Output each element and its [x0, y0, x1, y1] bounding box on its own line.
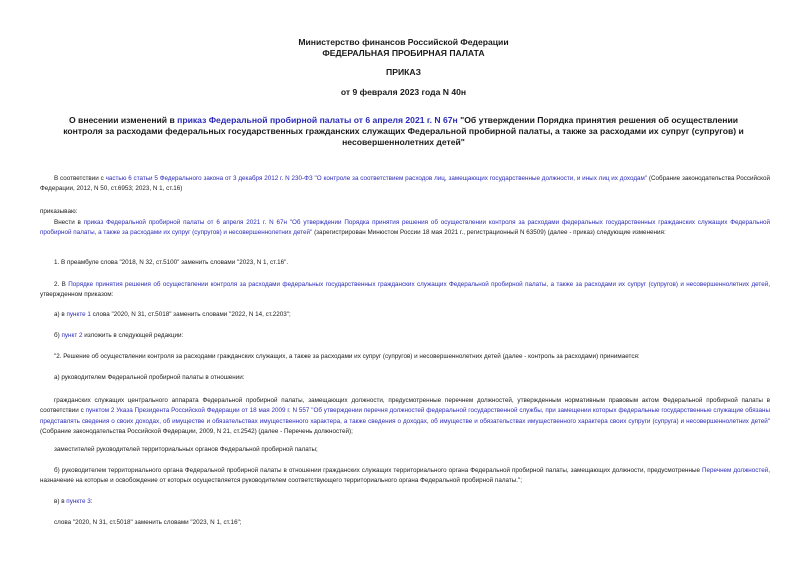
document-date-number: от 9 февраля 2023 года N 40н — [340, 87, 467, 97]
procedure-link[interactable]: Порядке принятия решения об осуществлении контроля за расходами федеральных государственных гражданских служащих Федеральной пробирной палаты, а также за расходами их супруг (супругов) и несовершеннолетних детей — [68, 281, 769, 288]
paragraph-text: 2. В — [54, 281, 69, 288]
paragraph-text: , назначение на которые и освобождение от которых осуществляется руководителем соответствующего территориального органа Федеральной пробирной палаты."; — [40, 467, 770, 485]
paragraph-text: (Собрание законодательства Российской Федерации, 2012, N 50, ст.6953; 2023, N 1, ст.16) — [40, 175, 771, 193]
paragraph-text: гражданских служащих центрального аппарата Федеральной пробирной палаты, замещающих должности, предусмотренные перечнем должностей, утвержденным нормативным правовым актом Федеральной пробирной палаты в соответствии с — [40, 397, 770, 415]
paragraph-text: (зарегистрирован Минюстом России 18 мая 2021 г., регистрационный N 63509) (далее - приказ) следующие изменения: — [312, 229, 666, 237]
paragraph-amend — [40, 218, 770, 239]
title-order-link[interactable]: приказ Федеральной пробирной палаты от 6 апреля 2021 г. N 67н — [177, 115, 458, 125]
point-3-link[interactable]: пункте 3 — [66, 498, 91, 505]
paragraph-quote-a: а) руководителем Федеральной пробирной палаты в отношении: — [54, 374, 245, 381]
paragraph-order: приказываю: — [40, 208, 78, 215]
paragraph-text: изложить в следующей редакции: — [82, 332, 184, 339]
point-1-link[interactable]: пункте 1 — [66, 311, 91, 318]
order-67n-link[interactable]: приказ Федеральной пробирной палаты от 6 апреля 2021 г. N 67н "Об утверждении Порядка принятия решения об осуществлении контроля за расходами федеральных государственных гражданских служащих Федеральной пробирной палаты, а также за расходами их супруг (супругов) и несовершеннолетних детей" — [40, 219, 771, 237]
paragraph-item-c — [40, 497, 770, 507]
decree-557-link[interactable]: пунктом 2 Указа Президента Российской Федерации от 18 мая 2009 г. N 557 "Об утверждении перечня должностей федеральной государственной службы, при замещении которых федеральные государственные служащие обязаны представлять сведения о своих доходах, об имуществе и обязательствах имущественного характера, а также сведения о доходах, об имуществе и обязательствах имущественного характера своих супруги (супруга) и несовершеннолетних детей" — [40, 407, 770, 425]
paragraph-item-a — [40, 310, 770, 320]
federal-law-link[interactable]: частью 6 статьи 5 Федерального закона от 3 декабря 2012 г. N 230-ФЗ "О контроле за соответствием расходов лиц, замещающих государственные должности, и иных лиц их доходам" — [105, 175, 648, 182]
title-rest: "Об утверждении Порядка принятия решения об осуществлении контроля за расходами федеральных государственных гражданских служащих Федеральной пробирной палаты, а также за расходами их супруг (супругов) и несовершеннолетних детей" — [63, 115, 744, 147]
paragraph-text: В соответствии с — [54, 175, 106, 182]
paragraph-central-staff — [40, 396, 770, 437]
paragraph-item-2 — [40, 280, 770, 301]
paragraph-words-replace: слова "2020, N 31, ст.5018" заменить словами "2023, N 1, ст.16"; — [54, 519, 242, 526]
document-title — [60, 115, 747, 148]
paragraph-text: б) — [54, 332, 62, 339]
paragraph-item-1: 1. В преамбуле слова "2018, N 32, ст.5100" заменить словами "2023, N 1, ст.16". — [54, 259, 289, 266]
paragraph-item-b — [40, 331, 770, 341]
point-2-link[interactable]: пункт 2 — [61, 332, 83, 339]
document-type: ПРИКАЗ — [386, 67, 421, 77]
ministry-name: Министерство финансов Российской Федерации — [298, 37, 509, 47]
paragraph-text: слова "2020, N 31, ст.5018" заменить словами "2022, N 14, ст.2203"; — [90, 311, 291, 318]
chamber-name: ФЕДЕРАЛЬНАЯ ПРОБИРНАЯ ПАЛАТА — [322, 48, 485, 58]
paragraph-quote-2: "2. Решение об осуществлении контроля за расходами гражданских служащих, а также за расходами их супруг (супругов) и несовершеннолетних детей (далее - контроль за расходами) принимается: — [54, 353, 640, 360]
paragraph-text: б) руководителем территориального органа Федеральной пробирной палаты в отношении гражданских служащих территориального органа Федеральной пробирной палаты, замещающих должности, предусмотренные — [54, 467, 702, 474]
paragraph-basis — [40, 174, 770, 195]
paragraph-text: (Собрание законодательства Российской Федерации, 2009, N 21, ст.2542) (далее - Перечень должностей); — [40, 427, 353, 435]
paragraph-text: : — [90, 498, 93, 505]
paragraph-text: в) в — [54, 498, 67, 505]
paragraph-quote-b — [40, 466, 770, 487]
paragraph-text: , утвержденном приказом: — [40, 281, 771, 299]
title-prefix: О внесении изменений в — [68, 115, 178, 125]
positions-list-link[interactable]: Перечнем должностей — [701, 467, 769, 474]
paragraph-deputies: заместителей руководителей территориальных органов Федеральной пробирной палаты; — [54, 446, 318, 453]
paragraph-text: а) в — [54, 311, 67, 318]
paragraph-text: Внести в — [54, 219, 84, 226]
